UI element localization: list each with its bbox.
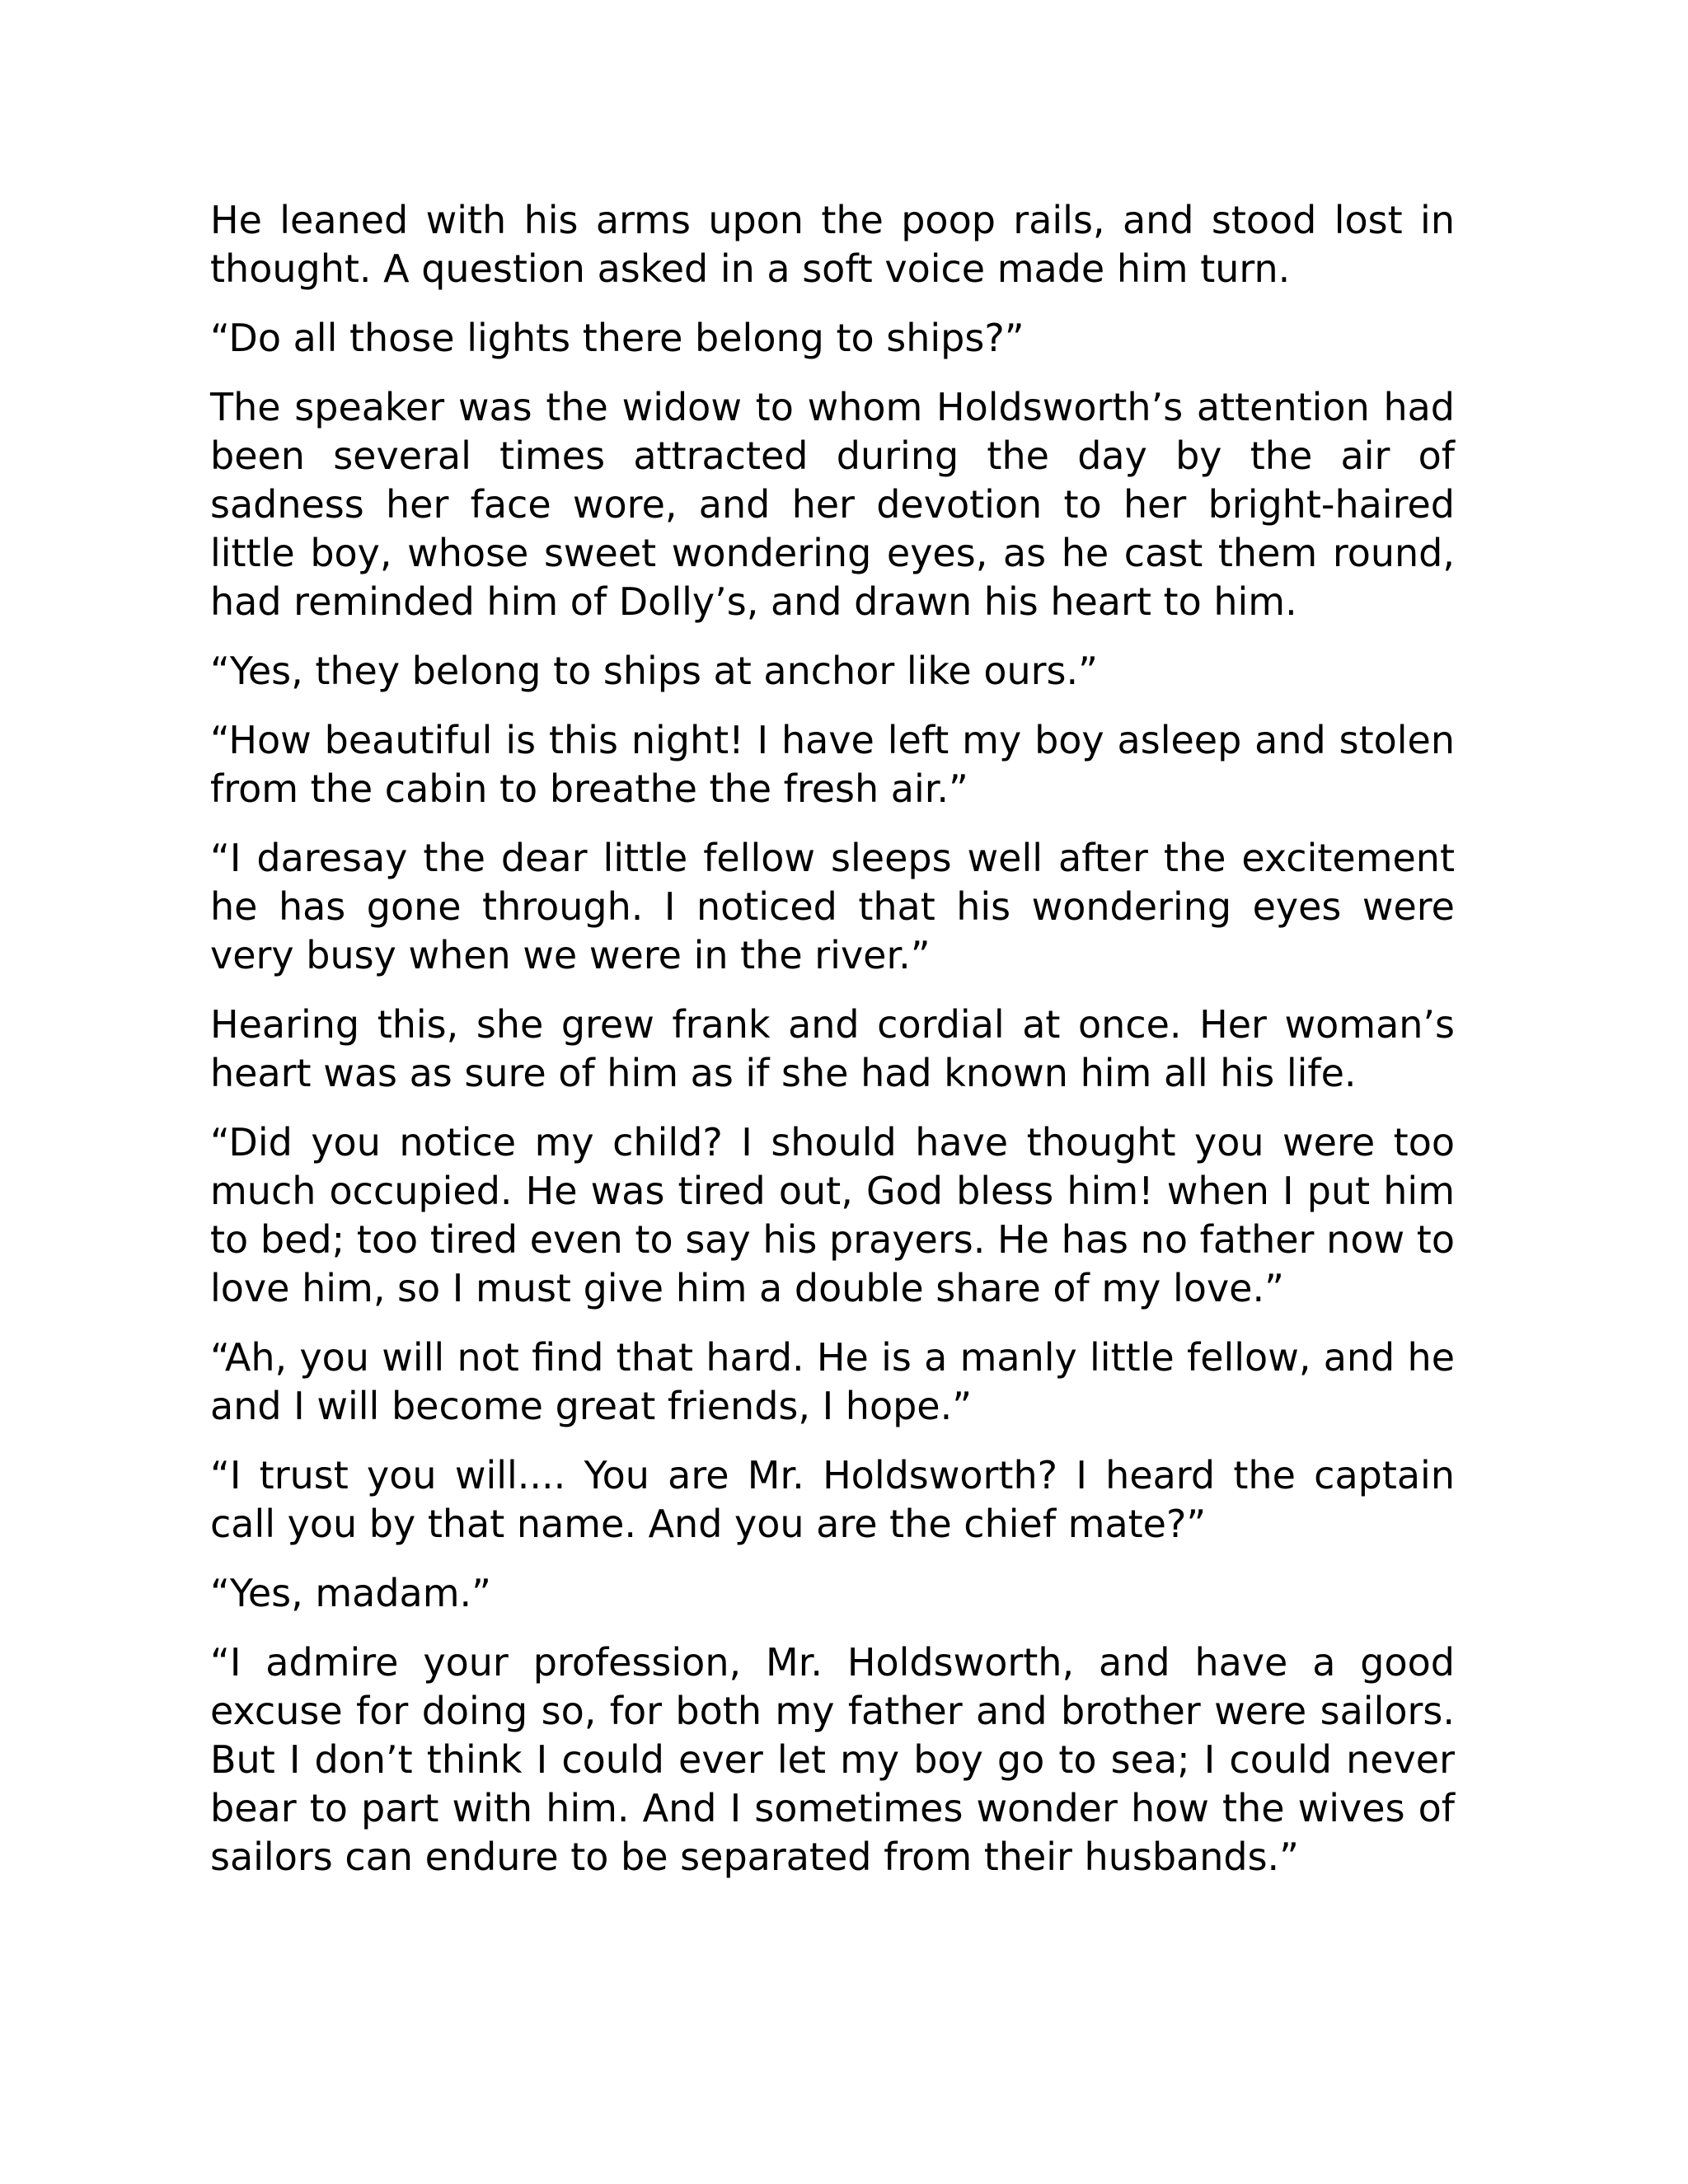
paragraph-6: “I daresay the dear little fellow sleeps well after the excitement he has gone through. I noticed that his wondering eyes were very busy when we were in the river.”	[210, 836, 1455, 977]
paragraph-1: He leaned with his arms upon the poop rails, and stood lost in thought. A question asked in a soft voice made him turn.	[210, 198, 1455, 291]
paragraph-11: “Yes, madam.”	[210, 1571, 491, 1615]
paragraph-2: “Do all those lights there belong to ships?”	[210, 316, 1025, 360]
paragraph-10: “I trust you will.... You are Mr. Holdsworth? I heard the captain call you by that name. And you are the chief mate?”	[210, 1453, 1455, 1546]
page-text	[210, 196, 1455, 1902]
paragraph-4: “Yes, they belong to ships at anchor like ours.”	[210, 649, 1098, 693]
paragraph-3: The speaker was the widow to whom Holdsworth’s attention had been several times attracted during the day by the air of sadness her face wore, and her devotion to her bright-haired little boy, whose sweet wondering eyes, as he cast them round, had reminded him of Dolly’s, and drawn his heart to him.	[210, 385, 1455, 624]
paragraph-12: “I admire your profession, Mr. Holdsworth, and have a good excuse for doing so, for both my father and brother were sailors. But I don’t think I could ever let my boy go to sea; I could never bear to part with him. And I sometimes wonder how the wives of sailors can endure to be separated from their husbands.”	[210, 1640, 1455, 1879]
paragraph-9: “Ah, you will not find that hard. He is a manly little fellow, and he and I will become great friends, I hope.”	[210, 1335, 1455, 1428]
paragraph-8: “Did you notice my child? I should have thought you were too much occupied. He was tired out, God bless him! when I put him to bed; too tired even to say his prayers. He has no father now to love him, so I must give him a double share of my love.”	[210, 1120, 1455, 1310]
paragraph-7: Hearing this, she grew frank and cordial at once. Her woman’s heart was as sure of him as if she had known him all his life.	[210, 1002, 1455, 1095]
paragraph-5: “How beautiful is this night! I have left my boy asleep and stolen from the cabin to breathe the fresh air.”	[210, 718, 1455, 811]
